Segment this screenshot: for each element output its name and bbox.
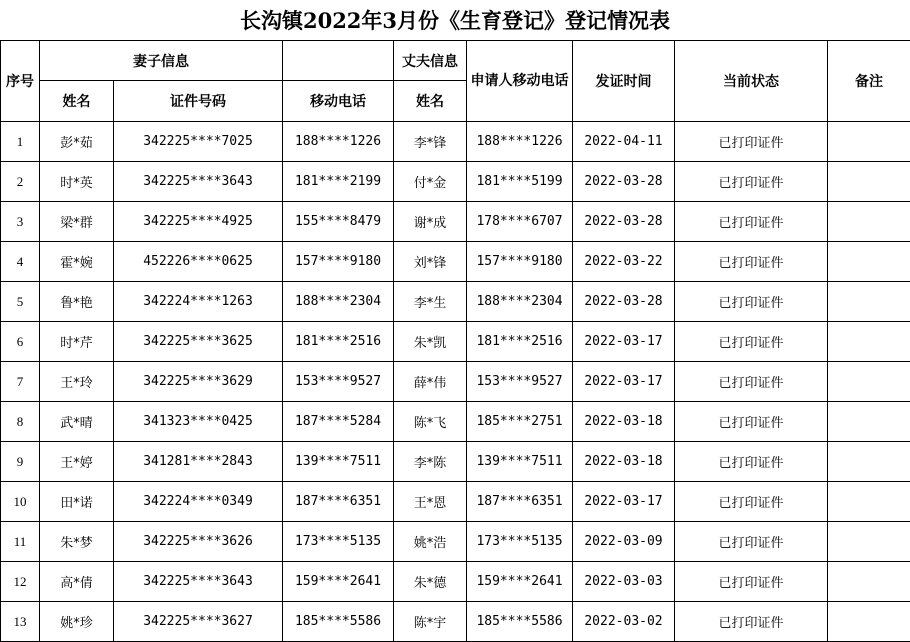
cell-issue-date: 2022-03-17 (573, 482, 675, 522)
cell-issue-date: 2022-03-18 (573, 402, 675, 442)
table-row (1, 402, 910, 442)
cell-wife-name: 彭*茹 (40, 122, 114, 162)
cell-wife-phone: 173****5135 (283, 522, 394, 562)
cell-applicant-phone: 178****6707 (467, 202, 573, 242)
cell-wife-phone: 187****6351 (283, 482, 394, 522)
cell-seq: 8 (1, 402, 40, 442)
cell-husband-name: 谢*成 (394, 202, 467, 242)
cell-husband-name: 陈*宇 (394, 602, 467, 642)
cell-remark (828, 202, 910, 242)
cell-issue-date: 2022-03-28 (573, 282, 675, 322)
cell-applicant-phone: 173****5135 (467, 522, 573, 562)
cell-remark (828, 282, 910, 322)
cell-id-number: 342225****3643 (114, 562, 283, 602)
header-wife-name: 姓名 (40, 81, 114, 122)
header-mobile: 移动电话 (283, 81, 394, 122)
cell-status: 已打印证件 (675, 162, 828, 202)
cell-wife-name: 梁*群 (40, 202, 114, 242)
header-husband-name: 姓名 (394, 81, 467, 122)
cell-seq: 13 (1, 602, 40, 642)
cell-issue-date: 2022-03-02 (573, 602, 675, 642)
cell-issue-date: 2022-03-28 (573, 162, 675, 202)
cell-seq: 1 (1, 122, 40, 162)
cell-wife-name: 时*英 (40, 162, 114, 202)
cell-status: 已打印证件 (675, 402, 828, 442)
cell-status: 已打印证件 (675, 122, 828, 162)
cell-wife-name: 田*诺 (40, 482, 114, 522)
table-row (1, 162, 910, 202)
cell-id-number: 341323****0425 (114, 402, 283, 442)
cell-applicant-phone: 188****1226 (467, 122, 573, 162)
cell-seq: 12 (1, 562, 40, 602)
cell-wife-name: 姚*珍 (40, 602, 114, 642)
cell-husband-name: 朱*凯 (394, 322, 467, 362)
cell-seq: 5 (1, 282, 40, 322)
cell-applicant-phone: 153****9527 (467, 362, 573, 402)
cell-husband-name: 李*陈 (394, 442, 467, 482)
cell-issue-date: 2022-03-22 (573, 242, 675, 282)
cell-applicant-phone: 181****2516 (467, 322, 573, 362)
cell-applicant-phone: 139****7511 (467, 442, 573, 482)
cell-wife-phone: 181****2516 (283, 322, 394, 362)
cell-husband-name: 刘*锋 (394, 242, 467, 282)
table-row (1, 202, 910, 242)
cell-status: 已打印证件 (675, 522, 828, 562)
cell-status: 已打印证件 (675, 562, 828, 602)
cell-husband-name: 薛*伟 (394, 362, 467, 402)
cell-applicant-phone: 187****6351 (467, 482, 573, 522)
cell-applicant-phone: 159****2641 (467, 562, 573, 602)
cell-wife-phone: 188****1226 (283, 122, 394, 162)
cell-remark (828, 602, 910, 642)
cell-wife-phone: 188****2304 (283, 282, 394, 322)
cell-wife-phone: 185****5586 (283, 602, 394, 642)
cell-id-number: 342225****4925 (114, 202, 283, 242)
cell-status: 已打印证件 (675, 282, 828, 322)
registration-table (0, 40, 910, 642)
cell-applicant-phone: 188****2304 (467, 282, 573, 322)
cell-wife-name: 王*婷 (40, 442, 114, 482)
cell-id-number: 452226****0625 (114, 242, 283, 282)
cell-status: 已打印证件 (675, 322, 828, 362)
cell-wife-name: 霍*婉 (40, 242, 114, 282)
cell-remark (828, 242, 910, 282)
cell-wife-phone: 139****7511 (283, 442, 394, 482)
cell-remark (828, 362, 910, 402)
cell-id-number: 342225****3629 (114, 362, 283, 402)
header-row-1 (1, 41, 910, 81)
cell-wife-phone: 153****9527 (283, 362, 394, 402)
cell-wife-phone: 155****8479 (283, 202, 394, 242)
cell-wife-phone: 181****2199 (283, 162, 394, 202)
cell-remark (828, 122, 910, 162)
cell-status: 已打印证件 (675, 362, 828, 402)
cell-seq: 9 (1, 442, 40, 482)
table-row (1, 522, 910, 562)
cell-remark (828, 522, 910, 562)
cell-id-number: 342224****0349 (114, 482, 283, 522)
header-applicant-phone: 申请人移动电话 (467, 41, 573, 122)
table-row (1, 282, 910, 322)
cell-seq: 7 (1, 362, 40, 402)
cell-wife-phone: 159****2641 (283, 562, 394, 602)
header-blank-cell (283, 41, 394, 81)
cell-issue-date: 2022-04-11 (573, 122, 675, 162)
cell-wife-name: 武*晴 (40, 402, 114, 442)
cell-issue-date: 2022-03-03 (573, 562, 675, 602)
table-row (1, 362, 910, 402)
header-remark: 备注 (828, 41, 910, 122)
cell-seq: 6 (1, 322, 40, 362)
cell-id-number: 342224****1263 (114, 282, 283, 322)
cell-status: 已打印证件 (675, 602, 828, 642)
cell-seq: 3 (1, 202, 40, 242)
cell-husband-name: 朱*德 (394, 562, 467, 602)
table-row (1, 562, 910, 602)
cell-status: 已打印证件 (675, 202, 828, 242)
cell-issue-date: 2022-03-17 (573, 362, 675, 402)
cell-id-number: 342225****3625 (114, 322, 283, 362)
cell-applicant-phone: 181****5199 (467, 162, 573, 202)
cell-remark (828, 562, 910, 602)
table-row (1, 122, 910, 162)
cell-husband-name: 王*恩 (394, 482, 467, 522)
cell-wife-name: 鲁*艳 (40, 282, 114, 322)
table-row (1, 322, 910, 362)
cell-husband-name: 李*锋 (394, 122, 467, 162)
header-husband-info: 丈夫信息 (394, 41, 467, 81)
cell-applicant-phone: 185****5586 (467, 602, 573, 642)
cell-remark (828, 442, 910, 482)
cell-remark (828, 162, 910, 202)
cell-remark (828, 402, 910, 442)
cell-id-number: 342225****3643 (114, 162, 283, 202)
table-row (1, 602, 910, 642)
cell-seq: 10 (1, 482, 40, 522)
cell-husband-name: 姚*浩 (394, 522, 467, 562)
cell-husband-name: 付*金 (394, 162, 467, 202)
cell-issue-date: 2022-03-09 (573, 522, 675, 562)
page-title: 长沟镇2022年3月份《生育登记》登记情况表 (0, 0, 910, 40)
cell-wife-phone: 157****9180 (283, 242, 394, 282)
cell-status: 已打印证件 (675, 242, 828, 282)
cell-status: 已打印证件 (675, 482, 828, 522)
cell-remark (828, 482, 910, 522)
table-row (1, 442, 910, 482)
cell-issue-date: 2022-03-18 (573, 442, 675, 482)
cell-issue-date: 2022-03-28 (573, 202, 675, 242)
cell-seq: 11 (1, 522, 40, 562)
cell-id-number: 342225****3627 (114, 602, 283, 642)
header-seq: 序号 (1, 41, 40, 122)
cell-wife-phone: 187****5284 (283, 402, 394, 442)
cell-seq: 2 (1, 162, 40, 202)
cell-id-number: 342225****3626 (114, 522, 283, 562)
table-row (1, 482, 910, 522)
header-status: 当前状态 (675, 41, 828, 122)
cell-issue-date: 2022-03-17 (573, 322, 675, 362)
cell-remark (828, 322, 910, 362)
cell-husband-name: 李*生 (394, 282, 467, 322)
cell-wife-name: 朱*梦 (40, 522, 114, 562)
header-id-number: 证件号码 (114, 81, 283, 122)
header-wife-info: 妻子信息 (40, 41, 283, 81)
cell-wife-name: 王*玲 (40, 362, 114, 402)
cell-id-number: 342225****7025 (114, 122, 283, 162)
cell-id-number: 341281****2843 (114, 442, 283, 482)
cell-applicant-phone: 185****2751 (467, 402, 573, 442)
cell-wife-name: 高*倩 (40, 562, 114, 602)
cell-status: 已打印证件 (675, 442, 828, 482)
table-row (1, 242, 910, 282)
cell-seq: 4 (1, 242, 40, 282)
cell-husband-name: 陈*飞 (394, 402, 467, 442)
cell-applicant-phone: 157****9180 (467, 242, 573, 282)
cell-wife-name: 时*芹 (40, 322, 114, 362)
header-issue-time: 发证时间 (573, 41, 675, 122)
